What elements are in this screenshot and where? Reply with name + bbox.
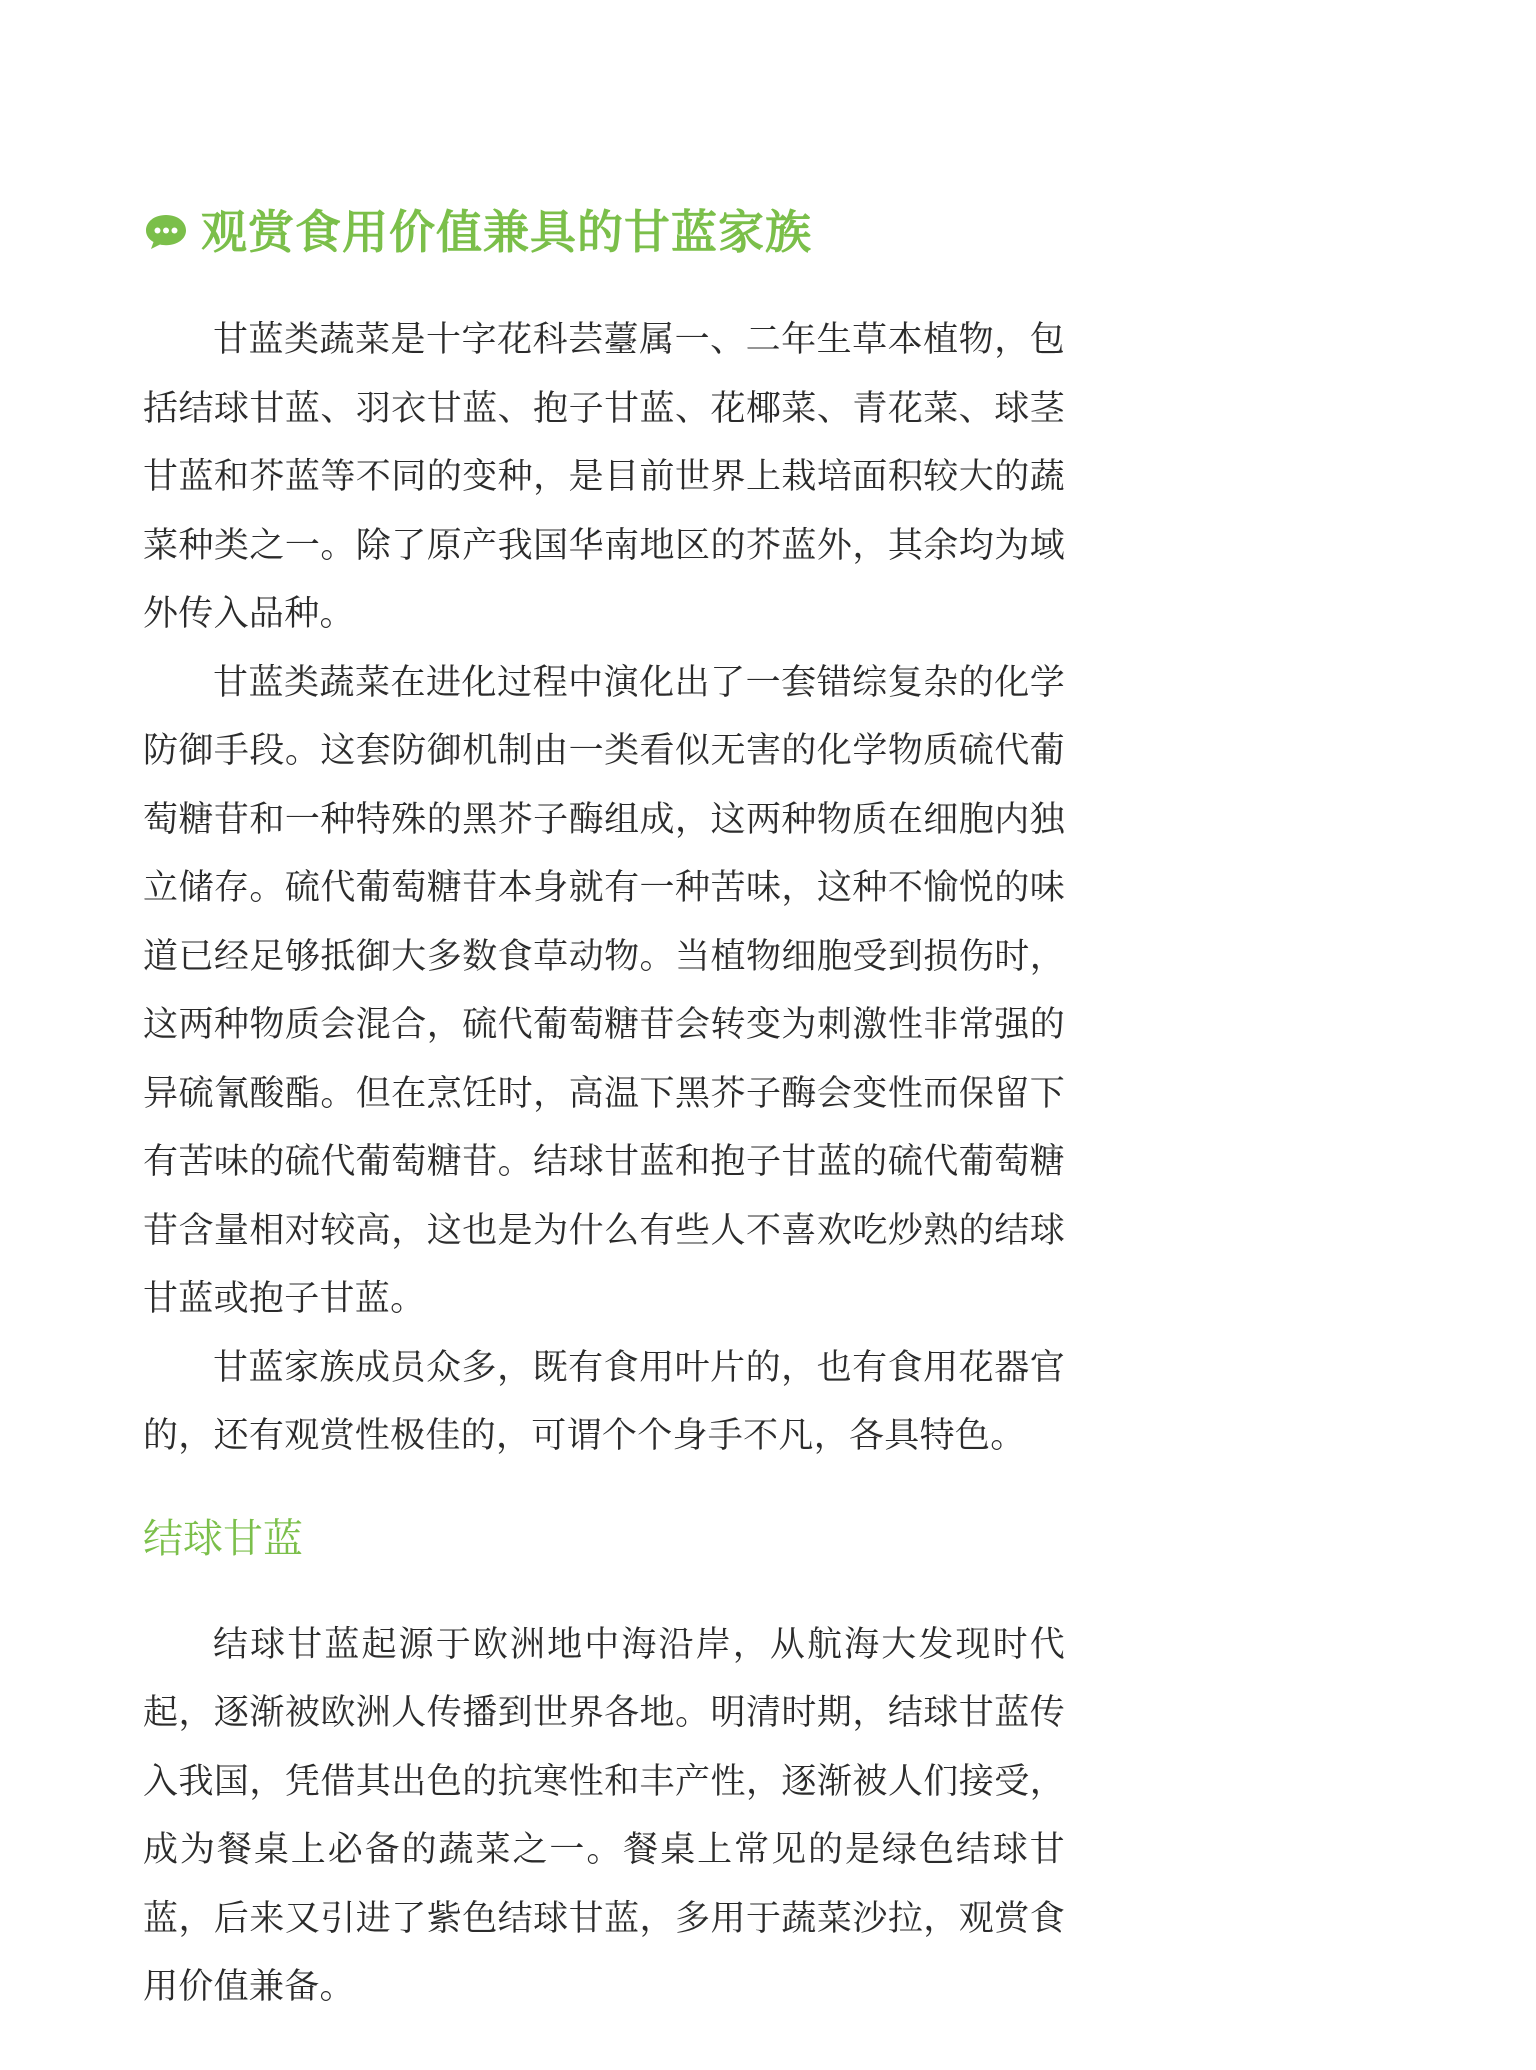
section-heading [143,196,1065,268]
paragraph-family: 甘蓝家族成员众多，既有食用叶片的，也有食用花器官的，还有观赏性极佳的，可谓个个身手不凡，各具特色。 [143,1347,1065,1456]
subsection-title: 结球甘蓝 [143,1515,303,1562]
document-page [143,196,1065,2022]
speech-bubble-icon [143,212,189,252]
paragraph-head-cabbage: 结球甘蓝起源于欧洲地中海沿岸，从航海大发现时代起，逐渐被欧洲人传播到世界各地。明清时期，结球甘蓝传入我国，凭借其出色的抗寒性和丰产性，逐渐被人们接受，成为餐桌上必备的蔬菜之一。餐桌上常见的是绿色结球甘蓝，后来又引进了紫色结球甘蓝，多用于蔬菜沙拉，观赏食用价值兼备。 [143,1624,1065,2007]
paragraph-defense: 甘蓝类蔬菜在进化过程中演化出了一套错综复杂的化学防御手段。这套防御机制由一类看似无害的化学物质硫代葡萄糖苷和一种特殊的黑芥子酶组成，这两种物质在细胞内独立储存。硫代葡萄糖苷本身就有一种苦味，这种不愉悦的味道已经足够抵御大多数食草动物。当植物细胞受到损伤时，这两种物质会混合，硫代葡萄糖苷会转变为刺激性非常强的异硫氰酸酯。但在烹饪时，高温下黑芥子酶会变性而保留下有苦味的硫代葡萄糖苷。结球甘蓝和抱子甘蓝的硫代葡萄糖苷含量相对较高，这也是为什么有些人不喜欢吃炒熟的结球甘蓝或抱子甘蓝。 [143,662,1065,1319]
section-title: 观赏食用价值兼具的甘蓝家族 [201,205,812,259]
paragraph-intro: 甘蓝类蔬菜是十字花科芸薹属一、二年生草本植物，包括结球甘蓝、羽衣甘蓝、抱子甘蓝、花椰菜、青花菜、球茎甘蓝和芥蓝等不同的变种，是目前世界上栽培面积较大的蔬菜种类之一。除了原产我国华南地区的芥蓝外，其余均为域外传入品种。 [143,320,1065,634]
